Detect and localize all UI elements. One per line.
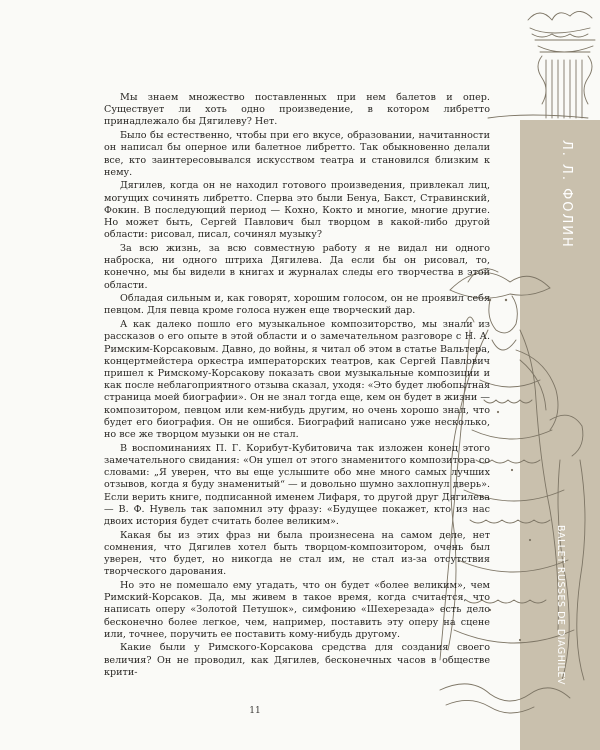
paragraph: Какая бы из этих фраз ни была произнесена на самом деле, нет сомнения, что Дягилев хотел быть творцом-композитором, очень был уверен, что будет, но никогда не стал им, не стал из-за отсутствия творческого дарования. <box>104 529 490 578</box>
paragraph: Мы знаем множество поставленных при нем балетов и опер. Существует ли хоть одно произведение, в котором либретто принадлежало бы Дягилеву? Нет. <box>104 92 490 128</box>
paragraph: За всю жизнь, за всю совместную работу я не видал ни одного наброска, ни одного штриха Дягилева. Да если бы он рисовал, то, конечно, мы бы видели в книгах и журналах следы его творчества в этой области. <box>104 242 490 291</box>
text-column <box>104 92 490 681</box>
paragraph: Дягилев, когда он не находил готового произведения, привлекал лиц, могущих сочинять либретто. Сперва это были Бенуа, Бакст, Стравинский, Фокин. В последующий период — Кохно, Кокто и многие, многие другие. Но может быть, Сергей Павлович был творцом в какой-либо другой области: рисовал, писал, сочинял музыку? <box>104 180 490 241</box>
running-head: Л. Л. ФОЛИН <box>559 140 574 249</box>
paragraph: Но это не помешало ему угадать, что он будет «более великим», чем Римский-Корсаков. Да, мы живем в такое время, когда считается, что написать оперу «Золотой Петушок», симфонию «Шехерезада» есть дело бесконечно более легкое, чем, например, поставить эту оперу на сцене или, точнее, поручить ее поставить кому-нибудь другому. <box>104 579 490 640</box>
paragraph: Обладая сильным и, как говорят, хорошим голосом, он не проявил себя певцом. Для певца кроме голоса нужен еще творческий дар. <box>104 293 490 317</box>
side-caption: BALLET RUSSES DE DIAGHILEV <box>555 525 566 685</box>
paragraph: Какие были у Римского-Корсакова средства для создания своего величия? Он не проводил, как Дягилев, бесконечных часов в обществе крити- <box>104 642 490 678</box>
page-number: 11 <box>249 706 261 716</box>
paragraph: Было бы естественно, чтобы при его вкусе, образовании, начитанности он написал бы оперное или балетное либретто. Так обыкновенно делали все, кто заинтересовывался искусством театра и становился близким к нему. <box>104 130 490 178</box>
paragraph: В воспоминаниях П. Г. Корибут-Кубитовича так изложен конец этого замечательного свидания: «Он ушел от этого знаменитого композитора со словами: „Я уверен, что вы еще услышите обо мне много самых лучших отзывов, когда я буду знаменитый“ — и довольно шумно захлопнул дверь». Если верить книге, подписанной именем Лифаря, то другой друг Дягилева — В. Ф. Нувель так запомнил эту фразу: «Будущее покажет, кто из нас двоих история будет считать более великим». <box>104 442 490 527</box>
paragraph: А как далеко пошло его музыкальное композиторство, мы знали из рассказов о его опыте в этой области и о замечательном разговоре с Н. А. Римским-Корсаковым. Давно, до войны, я читал об этом в статье Вальтера, концертмейстера оркестра императорских театров, как Сергей Павлович пришел к Римскому-Корсакову показать свои музыкальные композиции и как после неблагоприятного отзыва сказал, уходя: «Это будет любопытная страница моей биографии». Он не знал тогда еще, кем он будет в жизни — композитором, певцом или кем-нибудь другим, но очень хорошо знал, что будет его биография. Он не ошибся. Биографий написано уже несколько, но все же творцом музыки он не стал. <box>104 319 490 440</box>
